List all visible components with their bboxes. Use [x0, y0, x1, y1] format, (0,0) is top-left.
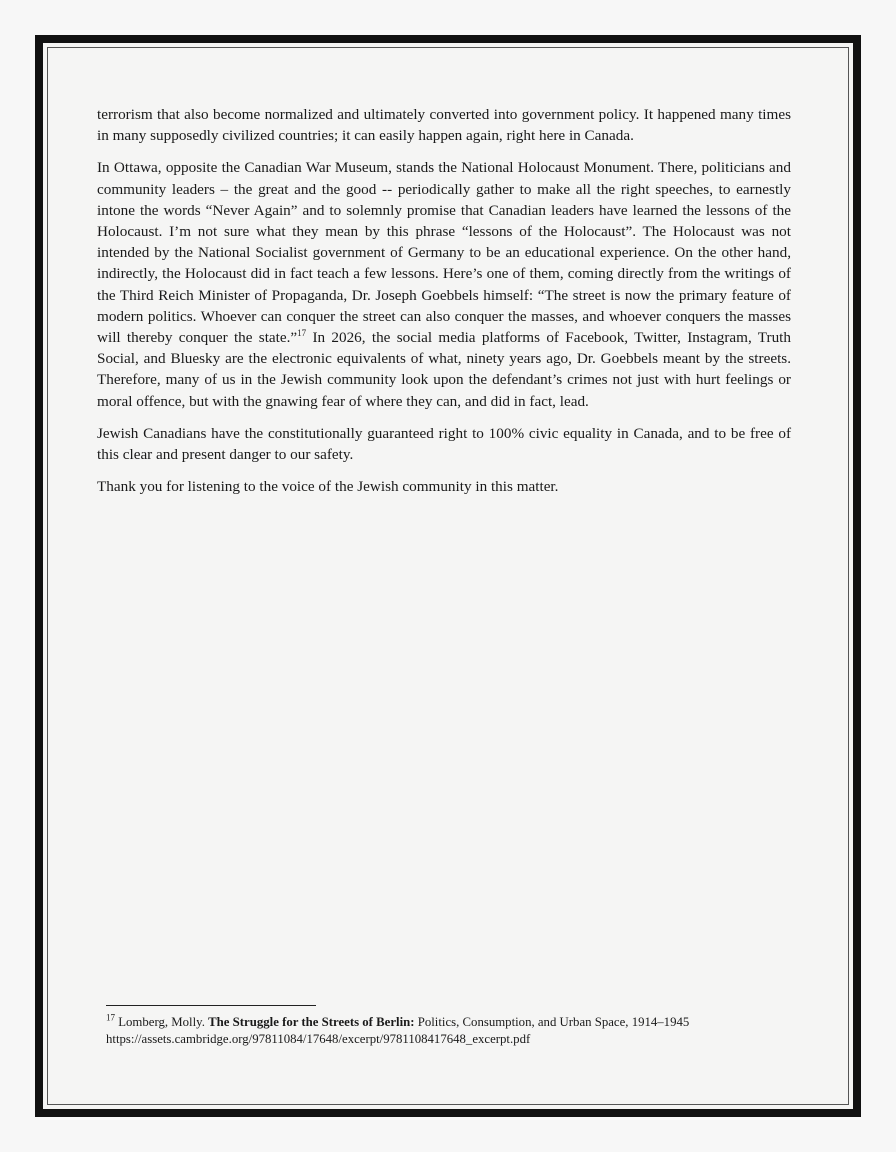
footnote [106, 1014, 796, 1048]
footnote-reference: 17 [297, 327, 307, 338]
document-body [97, 104, 791, 508]
footnote-url: https://assets.cambridge.org/97811084/17648/excerpt/9781108417648_excerpt.pdf [106, 1032, 531, 1046]
paragraph-1 [97, 104, 791, 146]
paragraph-4-text: Thank you for listening to the voice of the Jewish community in this matter. [97, 478, 559, 496]
footnote-separator [106, 1005, 316, 1006]
paragraph-3-text: Jewish Canadians have the constitutionally guaranteed right to 100% civic equality in Canada, and to be free of this clear and present danger to our safety. [97, 424, 791, 464]
paragraph-2 [97, 157, 791, 411]
footnote-subtitle: Politics, Consumption, and Urban Space, 1914–1945 [414, 1015, 690, 1029]
footnote-number: 17 [106, 1012, 115, 1023]
paragraph-1-text: terrorism that also become normalized and ultimately converted into government policy. It happened many times in many supposedly civilized countries; it can easily happen again, right here in Canada. [97, 106, 791, 145]
footnote-title: The Struggle for the Streets of Berlin: [208, 1015, 415, 1029]
paragraph-2-text: In Ottawa, opposite the Canadian War Museum, stands the National Holocaust Monument. There, politicians and community leaders – the great and the good -- periodically gather to make all the right speeches, to earnestly intone the words “Never Again” and to solemnly promise that Canadian leaders have learned the lessons of the Holocaust. I’m not sure what they mean by this phrase “lessons of the Holocaust”. The Holocaust was not intended by the National Socialist government of Germany to be an educational experience. On the other hand, indirectly, the Holocaust did in fact teach a few lessons. Here’s one of them, coming directly from the writings of the Third Reich Minister of Propaganda, Dr. Joseph Goebbels himself: “The street is now the primary feature of modern politics. Whoever can conquer the street can also conquer the masses, and whoever conquers the masses will thereby conquer the state.” [97, 159, 791, 347]
paragraph-4 [97, 476, 791, 497]
footnote-citation [106, 1014, 796, 1031]
paragraph-3 [97, 423, 791, 465]
footnote-author: Lomberg, Molly. [115, 1015, 209, 1029]
paragraph-2-continued: In 2026, the social media platforms of Facebook, Twitter, Instagram, Truth Social, and Bluesky are the electronic equivalents of what, ninety years ago, Dr. Goebbels meant by the streets. Therefore, many of us in the Jewish community look upon the defendant’s crimes not just with hurt feelings or moral offence, but with the gnawing fear of where they can, and did in fact, lead. [97, 329, 791, 410]
